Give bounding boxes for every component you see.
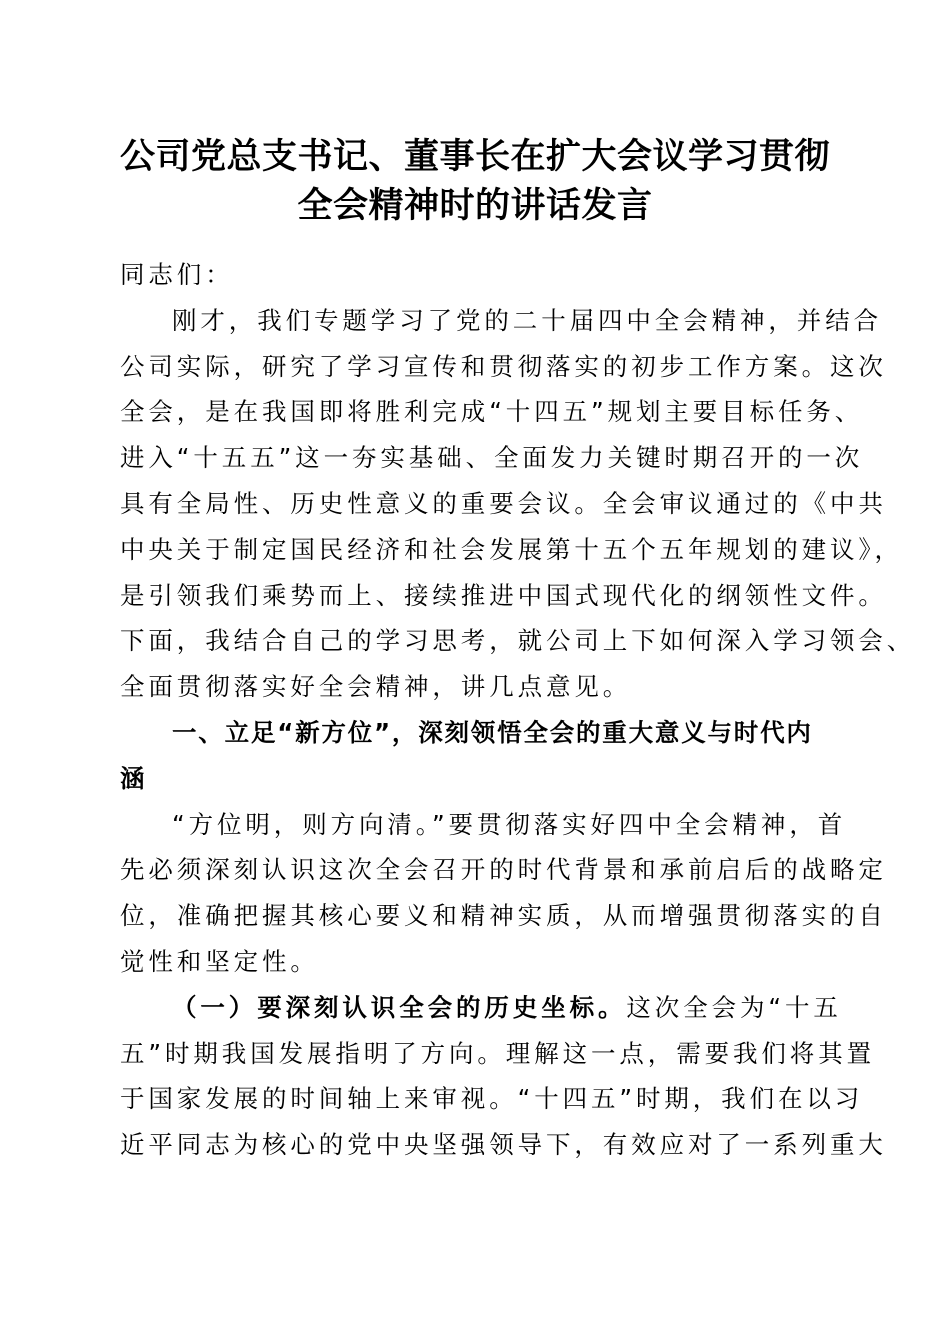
paragraph-line bbox=[120, 985, 842, 1031]
paragraph-line: 近平同志为核心的党中央坚强领导下，有效应对了一系列重大 bbox=[120, 1130, 887, 1160]
title-line: 公司党总支书记、董事长在扩大会议学习贯彻 bbox=[119, 136, 830, 177]
paragraph-line: 进入“十五五”这一夯实基础、全面发力关键时期召开的一次 bbox=[120, 443, 864, 473]
paragraph-line: 具有全局性、历史性意义的重要会议。全会审议通过的《中共 bbox=[120, 488, 887, 518]
paragraph-line: “方位明，则方向清。”要贯彻落实好四中全会精神，首 bbox=[172, 809, 847, 839]
paragraph-line: 全面贯彻落实好全会精神，讲几点意见。 bbox=[120, 672, 632, 702]
paragraph-line: 于国家发展的时间轴上来审视。“十四五”时期，我们在以习 bbox=[120, 1084, 864, 1114]
heading-line: 涵 bbox=[120, 763, 147, 793]
section-heading-1 bbox=[120, 710, 825, 802]
heading-line: 一、立足“新方位”，深刻领悟全会的重大意义与时代内 bbox=[172, 717, 813, 747]
paragraph-line: 位，准确把握其核心要义和精神实质，从而增强贯彻落实的自 bbox=[120, 901, 887, 931]
title-line: 全会精神时的讲话发言 bbox=[297, 185, 653, 226]
document-body bbox=[120, 252, 916, 1168]
subsection-text: 这次全会为“十五 bbox=[626, 992, 842, 1022]
paragraph-line: 公司实际，研究了学习宣传和贯彻落实的初步工作方案。这次 bbox=[120, 351, 887, 381]
paragraph-line: 中央关于制定国民经济和社会发展第十五个五年规划的建议》， bbox=[120, 534, 903, 564]
paragraph-orientation bbox=[120, 802, 887, 985]
paragraph-intro bbox=[120, 298, 916, 710]
paragraph-line: 刚才，我们专题学习了党的二十届四中全会精神，并结合 bbox=[172, 305, 882, 335]
paragraph-line: 觉性和坚定性。 bbox=[120, 946, 319, 976]
subsection-lead: （一）要深刻认识全会的历史坐标。 bbox=[172, 992, 627, 1022]
paragraph-subsection-1 bbox=[120, 985, 887, 1168]
paragraph-line: 全会，是在我国即将胜利完成“十四五”规划主要目标任务、 bbox=[120, 397, 864, 427]
paragraph-line: 下面，我结合自己的学习思考，就公司上下如何深入学习领会、 bbox=[120, 626, 916, 656]
document-title bbox=[110, 132, 840, 230]
paragraph-line: 先必须深刻认识这次全会召开的时代背景和承前启后的战略定 bbox=[120, 855, 887, 885]
salutation: 同志们： bbox=[120, 260, 234, 289]
paragraph-line: 是引领我们乘势而上、接续推进中国式现代化的纲领性文件。 bbox=[120, 580, 887, 610]
paragraph-line: 五”时期我国发展指明了方向。理解这一点，需要我们将其置 bbox=[120, 1038, 875, 1068]
